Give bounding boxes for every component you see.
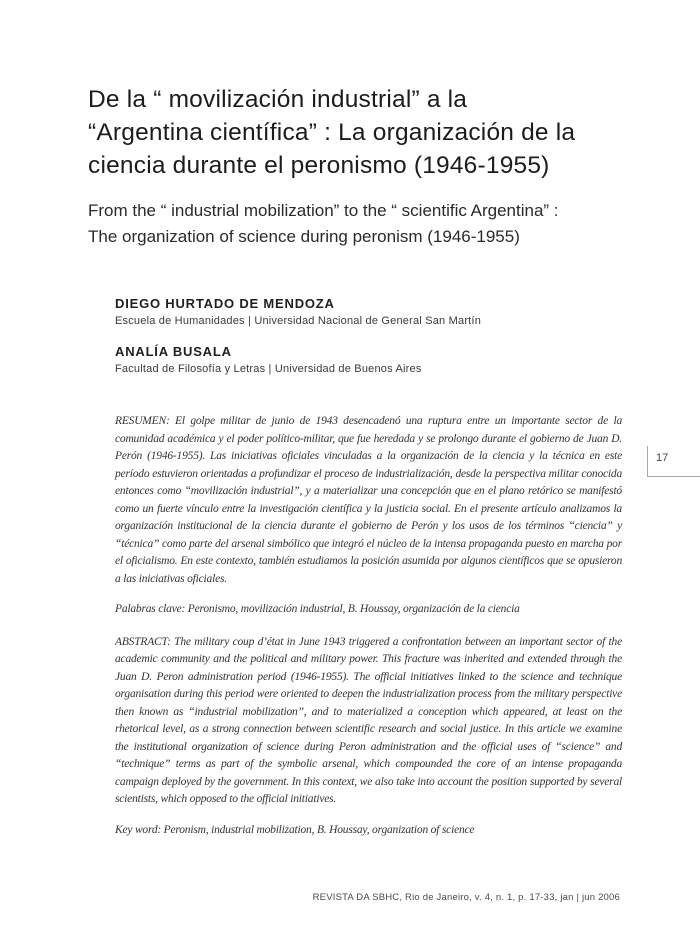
author-name: DIEGO HURTADO DE MENDOZA bbox=[115, 296, 335, 311]
title-es-line-1: De la “ movilización industrial” a la bbox=[88, 86, 468, 113]
page-number: 17 bbox=[656, 452, 669, 464]
author-name: ANALÍA BUSALA bbox=[115, 344, 232, 359]
title-en-line-2: The organization of science during peronism (1946-1955) bbox=[88, 227, 520, 246]
page-number-marker bbox=[647, 446, 700, 477]
article-title-es bbox=[88, 83, 622, 182]
authors-block bbox=[115, 296, 622, 375]
title-es-line-2: “Argentina científica” : La organización de la bbox=[88, 119, 576, 146]
author-entry bbox=[115, 296, 622, 327]
resumen-paragraph: RESUMEN: El golpe militar de junio de 1943 desencadenó una ruptura entre un importante sector de la comunidad académica y el poder político-militar, que fue heredada y se prolongo durante el gobierno de Juan D. Perón (1946-1955). Las iniciativas oficiales vinculadas a la organización de la ciencia y la técnica en este período estuvieron orientadas a profundizar el proceso de industrialización, desde la perspectiva militar conocida entonces como “movilización industrial”, y a materializar una concepción que en el plano retórico se manifestó como un fuerte vínculo entre la investigación científica y la justicia social. En el presente artículo analizamos la organización institucional de la ciencia durante el gobierno de Perón y los usos de los términos “ciencia” y “técnica” como parte del arsenal simbólico que integró el núcleo de la intensa propaganda puesto en marcha por el oficialismo. En este contexto, también estudiamos la posición asumida por algunos científicos que se opusieron a las iniciativas oficiales. bbox=[115, 415, 622, 585]
title-es-line-3: ciencia durante el peronismo (1946-1955) bbox=[88, 152, 550, 179]
title-en-line-1: From the “ industrial mobilization” to the “ scientific Argentina” : bbox=[88, 201, 559, 220]
author-entry bbox=[115, 344, 622, 375]
journal-footer: REVISTA DA SBHC, Rio de Janeiro, v. 4, n. 1, p. 17-33, jan | jun 2006 bbox=[312, 892, 620, 903]
author-affiliation: Escuela de Humanidades | Universidad Nacional de General San Martín bbox=[115, 315, 482, 327]
palabras-clave-line: Palabras clave: Peronismo, movilización industrial, B. Houssay, organización de la ciencia bbox=[115, 603, 520, 615]
author-affiliation: Facultad de Filosofía y Letras | Universidad de Buenos Aires bbox=[115, 363, 422, 375]
article-title-en bbox=[88, 198, 622, 250]
abstract-paragraph: ABSTRACT: The military coup d’état in June 1943 triggered a confrontation between an important sector of the academic community and the political and military power. This fracture was inherited and extended through the Juan D. Peron administration period (1946-1955). The official initiatives linked to the science and technique organisation during this period were oriented to deepen the industrialization process from the military perspective then known as “industrial mobilization”, and to materialized a conception which appeared, at least on the rhetorical level, as a strong connection between scientific research and social justice. In this article we examine the institutional organization of science during Peron administration and the official uses of “science” and “technique” terms as part of the symbolic arsenal, which compounded the core of an intense propaganda campaign deployed by the government. In this context, we also take into account the position supported by several scientists, which opposed to the official initiatives. bbox=[115, 635, 622, 805]
key-words-line: Key word: Peronism, industrial mobilization, B. Houssay, organization of science bbox=[115, 823, 475, 836]
